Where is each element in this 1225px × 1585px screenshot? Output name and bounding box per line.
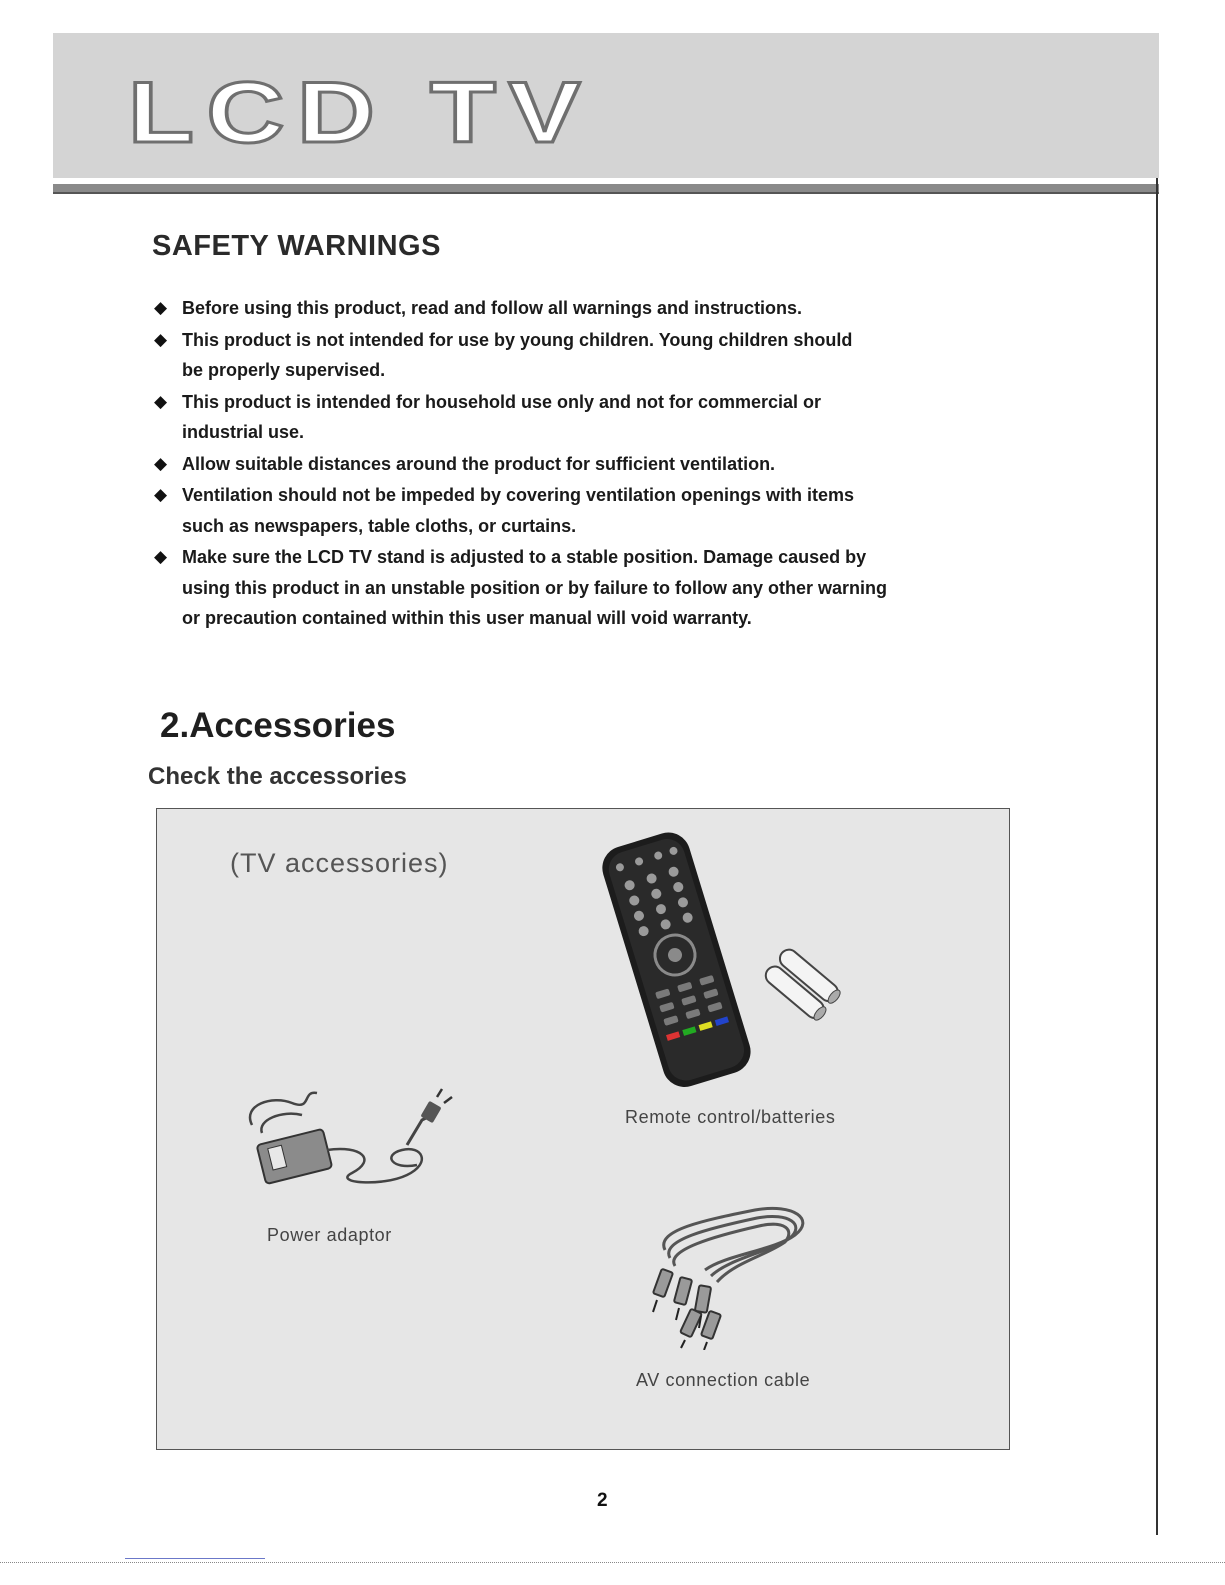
warning-item bbox=[150, 387, 1050, 448]
bottom-dotted-line bbox=[0, 1562, 1225, 1563]
remote-and-batteries-illustration bbox=[590, 825, 860, 1090]
warning-item bbox=[150, 480, 1050, 541]
warning-line: Allow suitable distances around the product for sufficient ventilation. bbox=[182, 453, 776, 474]
warning-line: Ventilation should not be impeded by covering ventilation openings with items bbox=[182, 485, 855, 505]
av-cable-illustration bbox=[645, 1200, 815, 1350]
lcd-tv-logo-text: LCD TV bbox=[128, 74, 593, 154]
warning-item bbox=[150, 449, 1050, 480]
diamond-bullet-icon: ◆ bbox=[154, 329, 168, 349]
power-adaptor-caption: Power adaptor bbox=[267, 1225, 392, 1245]
warning-item bbox=[150, 325, 1050, 386]
accessories-subtitle: Check the accessories bbox=[148, 763, 407, 790]
diamond-bullet-icon: ◆ bbox=[154, 391, 168, 411]
diamond-bullet-icon: ◆ bbox=[154, 485, 168, 504]
warning-line: Make sure the LCD TV stand is adjusted to a stable position. Damage caused by bbox=[182, 547, 867, 567]
lcd-tv-logo bbox=[128, 74, 598, 154]
warning-line: be properly supervised. bbox=[182, 360, 386, 380]
diamond-bullet-icon: ◆ bbox=[154, 547, 168, 566]
tv-accessories-heading: (TV accessories) bbox=[230, 848, 449, 878]
warning-line: or precaution contained within this user manual will void warranty. bbox=[182, 608, 752, 628]
warning-item bbox=[150, 542, 1050, 634]
page-number: 2 bbox=[597, 1490, 608, 1511]
warning-line: This product is not intended for use by young children. Young children should bbox=[182, 329, 853, 350]
header-rule bbox=[53, 184, 1159, 194]
av-cable-caption: AV connection cable bbox=[636, 1370, 811, 1390]
warning-line: industrial use. bbox=[182, 422, 305, 442]
warning-line: This product is intended for household use only and not for commercial or bbox=[182, 391, 822, 412]
warning-line: using this product in an unstable position or by failure to follow any other warning bbox=[182, 577, 888, 598]
safety-warnings-title: SAFETY WARNINGS bbox=[152, 230, 441, 262]
warning-line: Before using this product, read and follow all warnings and instructions. bbox=[182, 298, 803, 318]
diamond-bullet-icon: ◆ bbox=[154, 298, 168, 317]
bottom-blue-line bbox=[125, 1558, 265, 1559]
power-adaptor-illustration bbox=[232, 1085, 467, 1190]
safety-warnings-list bbox=[150, 293, 1050, 635]
warning-item bbox=[150, 293, 1050, 324]
page-border-right bbox=[1156, 178, 1158, 1535]
diamond-bullet-icon: ◆ bbox=[154, 453, 168, 473]
remote-batteries-caption: Remote control/batteries bbox=[625, 1107, 836, 1127]
accessories-title: 2.Accessories bbox=[160, 706, 396, 745]
warning-line: such as newspapers, table cloths, or curtains. bbox=[182, 515, 577, 536]
